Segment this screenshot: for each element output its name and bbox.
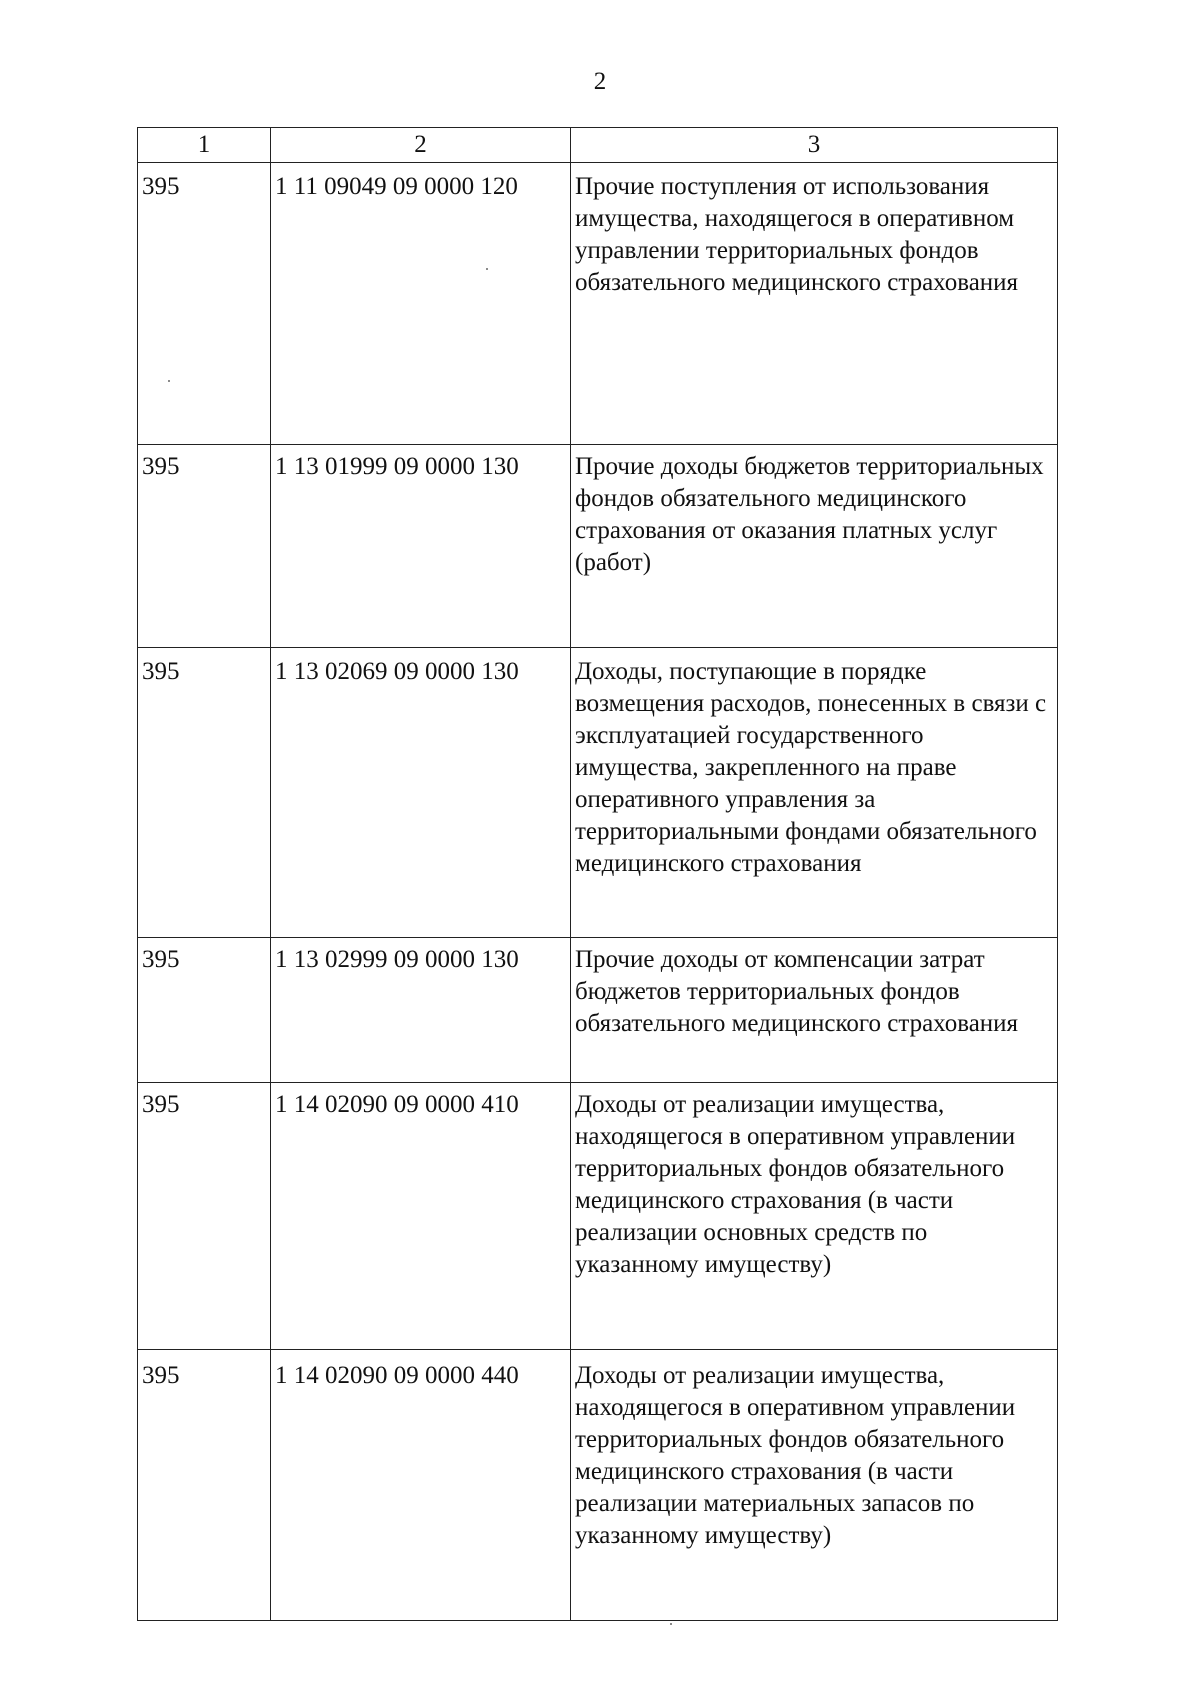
column-header-3: 3	[571, 128, 1058, 163]
scan-speck	[486, 268, 488, 270]
table-row	[138, 1083, 1058, 1350]
description-cell: Доходы от реализации имущества, находящегося в оперативном управлении территориальных фондов обязательного медицинского страхования (в части реализации материальных запасов по указанному имуществу)	[571, 1350, 1058, 1621]
scan-speck	[670, 1623, 672, 1625]
revenue-codes-table	[137, 127, 1058, 1621]
table-row	[138, 648, 1058, 938]
revenue-code-cell: 1 13 02999 09 0000 130	[271, 938, 571, 1083]
table-row	[138, 938, 1058, 1083]
scan-speck	[168, 380, 170, 382]
table-row	[138, 445, 1058, 648]
description-cell: Прочие доходы от компенсации затрат бюджетов территориальных фондов обязательного медицинского страхования	[571, 938, 1058, 1083]
revenue-code-cell: 1 14 02090 09 0000 440	[271, 1350, 571, 1621]
table-header-row	[138, 128, 1058, 163]
table-row	[138, 1350, 1058, 1621]
revenue-code-cell: 1 13 02069 09 0000 130	[271, 648, 571, 938]
table-row	[138, 163, 1058, 445]
description-cell: Доходы от реализации имущества, находящегося в оперативном управлении территориальных фондов обязательного медицинского страхования (в части реализации основных средств по указанному имуществу)	[571, 1083, 1058, 1350]
admin-code-cell: 395	[138, 445, 271, 648]
revenue-code-cell: 1 13 01999 09 0000 130	[271, 445, 571, 648]
admin-code-cell: 395	[138, 163, 271, 445]
column-header-1: 1	[138, 128, 271, 163]
revenue-code-cell: 1 14 02090 09 0000 410	[271, 1083, 571, 1350]
description-cell: Прочие доходы бюджетов территориальных фондов обязательного медицинского страхования от оказания платных услуг (работ)	[571, 445, 1058, 648]
description-cell: Доходы, поступающие в порядке возмещения расходов, понесенных в связи с эксплуатацией государственного имущества, закрепленного на праве оперативного управления за территориальными фондами обязательного медицинского страхования	[571, 648, 1058, 938]
page-number: 2	[593, 68, 607, 95]
column-header-2: 2	[271, 128, 571, 163]
revenue-code-cell: 1 11 09049 09 0000 120	[271, 163, 571, 445]
admin-code-cell: 395	[138, 938, 271, 1083]
description-cell: Прочие поступления от использования имущества, находящегося в оперативном управлении территориальных фондов обязательного медицинского страхования	[571, 163, 1058, 445]
admin-code-cell: 395	[138, 1083, 271, 1350]
admin-code-cell: 395	[138, 1350, 271, 1621]
admin-code-cell: 395	[138, 648, 271, 938]
